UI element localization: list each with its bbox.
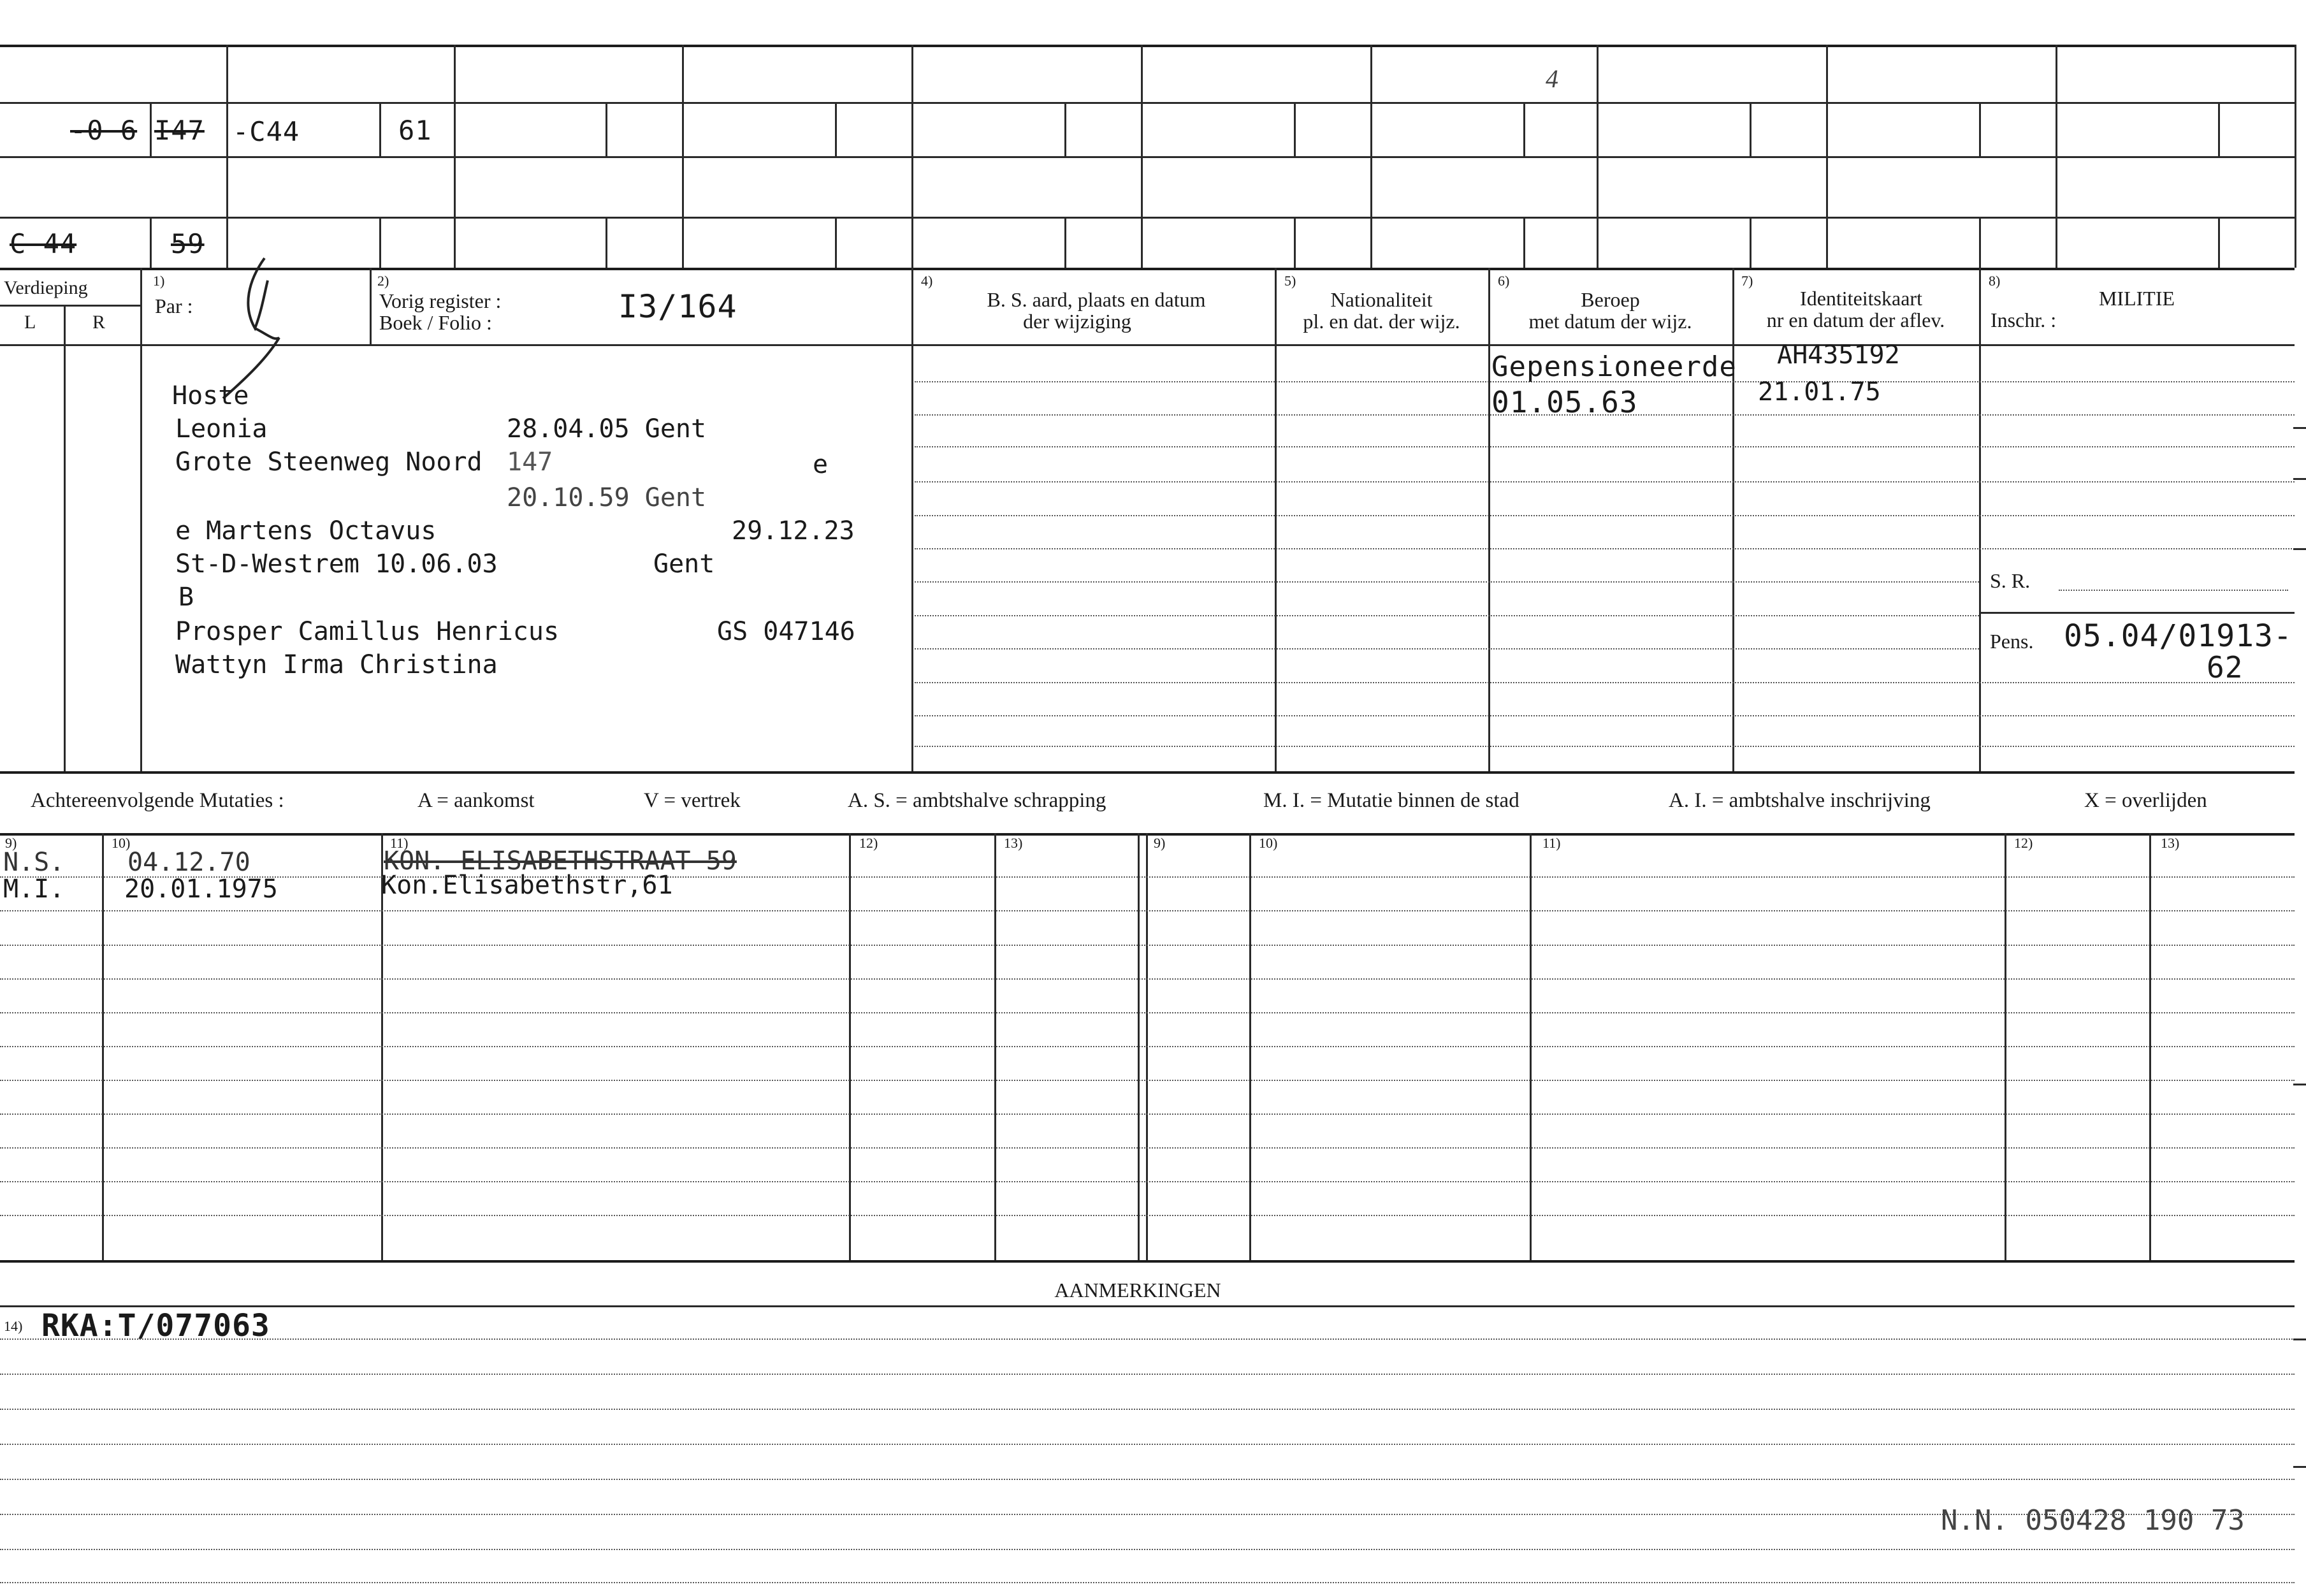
aanmerkingen-value: RKA:T/077063: [41, 1308, 270, 1344]
sr-line: [2059, 590, 2288, 591]
pens-rule: [1979, 612, 2295, 614]
beroep-header-line1: Beroep: [1581, 288, 1640, 311]
mutaties-row-line: [0, 1012, 2295, 1013]
mutaties-row-line: [0, 945, 2295, 946]
grid-sub: [1523, 102, 1525, 156]
col-divider: [911, 268, 913, 771]
grid-sub: [150, 217, 152, 268]
grid-col: [1370, 45, 1372, 268]
dotted-row: [915, 615, 1979, 616]
grid-cell-value: C 44: [10, 228, 77, 259]
nat-header-line2: pl. en dat. der wijz.: [1303, 310, 1460, 333]
grid-sub: [835, 217, 837, 268]
col-number: 9): [1154, 835, 1166, 851]
edge-mark: [2293, 1338, 2306, 1340]
col-number: 13): [2161, 835, 2180, 851]
mutaties-legend-ai: A. I. = ambtshalve inschrijving: [1669, 789, 1931, 812]
verdieping-l: L: [24, 312, 36, 333]
grid-sub: [1294, 217, 1296, 268]
person-gs-number: GS 047146: [717, 617, 855, 646]
edge-mark: [2293, 478, 2306, 480]
section-rule: [0, 268, 2295, 270]
mutaties-legend-mi: M. I. = Mutatie binnen de stad: [1263, 789, 1519, 812]
grid-col: [226, 45, 228, 268]
bs-header-line2: der wijziging: [1023, 310, 1131, 333]
mutaties-legend-a: A = aankomst: [417, 789, 535, 812]
aanmerkingen-line: [0, 1338, 2295, 1340]
col-divider: [1979, 268, 1981, 771]
boek-folio-label: Boek / Folio :: [379, 311, 492, 334]
grid-rule: [0, 102, 2295, 104]
beroep-header-line2: met datum der wijz.: [1528, 310, 1692, 333]
mutaties-row-line: [0, 1080, 2295, 1081]
grid-col: [911, 45, 913, 268]
grid-col: [454, 45, 456, 268]
aanmerkingen-title: AANMERKINGEN: [1054, 1279, 1221, 1302]
aanmerkingen-line: [0, 1479, 2295, 1480]
aanmerkingen-line: [0, 1374, 2295, 1375]
aanmerkingen-line: [0, 1549, 2295, 1550]
sr-label: S. R.: [1990, 569, 2031, 592]
nat-header-line1: Nationaliteit: [1330, 288, 1433, 311]
bs-header-line1: B. S. aard, plaats en datum: [987, 288, 1206, 311]
person-spouse-birth: St-D-Westrem 10.06.03: [175, 549, 498, 579]
aanmerkingen-line: [0, 1409, 2295, 1410]
pens-suffix: 62: [2207, 650, 2244, 685]
grid-cell-value: 61: [398, 115, 432, 146]
person-spouse: e Martens Octavus: [175, 516, 437, 546]
mutaties-title: Achtereenvolgende Mutaties :: [31, 789, 284, 812]
mutaties-row-line: [0, 978, 2295, 980]
grid-col: [682, 45, 684, 268]
mutatie-address: KON. ELISABETHSTRAAT 59: [384, 846, 737, 876]
verdieping-label: Verdieping: [4, 277, 88, 298]
dotted-row: [915, 746, 2295, 747]
grid-sub: [1064, 217, 1066, 268]
grid-col: [1597, 45, 1599, 268]
grid-sub: [1979, 217, 1981, 268]
grid-col: [1826, 45, 1828, 268]
col-number: 8): [1989, 273, 2001, 289]
col-number: 9): [5, 835, 17, 851]
pens-value: 05.04/01913-: [2064, 618, 2293, 654]
col-divider: [1488, 268, 1490, 771]
col-number: 12): [2014, 835, 2033, 851]
col-number: 11): [390, 835, 409, 851]
grid-sub: [1750, 217, 1751, 268]
vorig-register-value: I3/164: [618, 288, 737, 325]
col-number: 14): [4, 1318, 23, 1334]
aanmerkingen-line: [0, 1582, 2295, 1583]
mutatie-code: N.S.: [3, 848, 65, 877]
person-flag: B: [178, 583, 194, 612]
grid-cell-value: 59: [171, 228, 205, 259]
grid-sub: [379, 102, 381, 156]
dotted-row: [915, 515, 2295, 516]
col-divider: [140, 268, 142, 771]
col-divider: [1275, 268, 1277, 771]
edge-mark: [2293, 427, 2306, 429]
grid-sub: [1064, 102, 1066, 156]
mutatie-code: M.I.: [3, 874, 65, 904]
col-number: 1): [153, 273, 165, 289]
grid-cell-value: I47: [154, 115, 205, 146]
mutaties-row-line: [0, 1181, 2295, 1182]
grid-sub: [1523, 217, 1525, 268]
grid-sub: [606, 217, 607, 268]
id-header-line2: nr en datum der aflev.: [1766, 308, 1945, 331]
grid-col: [2295, 45, 2296, 268]
person-father: Prosper Camillus Henricus: [175, 617, 560, 646]
grid-mark: 4: [1546, 64, 1558, 93]
mutaties-row-line: [0, 1114, 2295, 1115]
dotted-row: [915, 581, 1979, 583]
col-number: 12): [859, 835, 878, 851]
dotted-row: [915, 548, 2295, 549]
mutatie-date: 20.01.1975: [124, 874, 278, 904]
col-divider: [370, 268, 372, 344]
mutaties-legend-as: A. S. = ambtshalve schrapping: [848, 789, 1106, 812]
grid-cell-value: -0 6: [70, 115, 138, 146]
mutaties-legend-x: X = overlijden: [2084, 789, 2207, 812]
beroep-date: 01.05.63: [1491, 385, 1638, 419]
person-street: Grote Steenweg Noord: [175, 447, 482, 477]
person-street-no: 147: [507, 447, 553, 477]
dotted-row: [915, 481, 2295, 482]
person-street-mark: e: [813, 450, 829, 479]
grid-sub: [379, 217, 381, 268]
col-number: 2): [377, 273, 389, 289]
person-surname: Hoste: [172, 381, 249, 410]
grid-rule: [0, 217, 2295, 219]
col-number: 5): [1284, 273, 1296, 289]
col-number: 4): [921, 273, 933, 289]
grid-sub: [835, 102, 837, 156]
grid-sub: [2218, 102, 2220, 156]
grid-cell-value: -C44: [233, 116, 300, 147]
person-date2: 20.10.59 Gent: [507, 483, 707, 512]
aanmerkingen-line: [0, 1444, 2295, 1445]
inschr-label: Inschr. :: [1991, 308, 2057, 331]
grid-col: [2056, 45, 2057, 268]
col-divider: [1732, 268, 1734, 771]
edge-mark: [2293, 548, 2306, 550]
grid-sub: [1750, 102, 1751, 156]
verdieping-split: [64, 305, 66, 771]
mutaties-row-line: [0, 876, 2295, 878]
id-card-date: 21.01.75: [1758, 377, 1881, 407]
militie-label: MILITIE: [2098, 287, 2175, 310]
section-rule: [0, 1260, 2295, 1263]
dotted-row: [915, 682, 2295, 683]
grid-sub: [1979, 102, 1981, 156]
col-number: 13): [1004, 835, 1023, 851]
mutaties-row-line: [0, 1215, 2295, 1216]
person-birth: 28.04.05 Gent: [507, 414, 707, 444]
edge-mark: [2293, 1084, 2306, 1085]
mutaties-row-line: [0, 1046, 2295, 1047]
dotted-row: [915, 648, 1979, 649]
header-rule: [0, 344, 2295, 346]
col-number: 10): [1259, 835, 1278, 851]
grid-col: [1141, 45, 1143, 268]
mutatie-date: 04.12.70: [127, 848, 250, 877]
aanmerkingen-rule: [0, 1305, 2295, 1307]
person-given-name: Leonia: [175, 414, 268, 444]
edge-mark: [2293, 1466, 2306, 1468]
dotted-row: [915, 446, 2295, 447]
grid-sub: [150, 102, 152, 156]
mutaties-row-line: [0, 1147, 2295, 1149]
verdieping-r: R: [92, 312, 106, 333]
grid-sub: [2218, 217, 2220, 268]
grid-rule: [0, 156, 2295, 158]
col-number: 6): [1498, 273, 1510, 289]
id-header-line1: Identiteitskaart: [1800, 287, 1922, 310]
top-rule: [0, 45, 2295, 47]
beroep-value: Gepensioneerde: [1491, 351, 1737, 383]
par-label: Par :: [155, 294, 193, 317]
pens-label: Pens.: [1990, 630, 2034, 653]
mutaties-row-line: [0, 910, 2295, 911]
id-card-number: AH435192: [1777, 340, 1900, 370]
person-mother: Wattyn Irma Christina: [175, 650, 498, 679]
mutatie-address: Kon.Elisabethstr,61: [381, 871, 673, 900]
section-rule: [0, 771, 2295, 774]
grid-sub: [1294, 102, 1296, 156]
person-spouse-place: Gent: [653, 549, 715, 579]
vorig-register-label: Vorig register :: [379, 289, 502, 312]
mutaties-legend-v: V = vertrek: [644, 789, 741, 812]
grid-sub: [606, 102, 607, 156]
col-number: 11): [1542, 835, 1561, 851]
dotted-row: [915, 715, 2295, 716]
person-spouse-date: 29.12.23: [732, 516, 855, 546]
footer-nn: N.N. 050428 190 73: [1941, 1504, 2245, 1537]
col-number: 10): [112, 835, 131, 851]
col-number: 7): [1741, 273, 1753, 289]
header-sub-rule: [0, 305, 140, 307]
